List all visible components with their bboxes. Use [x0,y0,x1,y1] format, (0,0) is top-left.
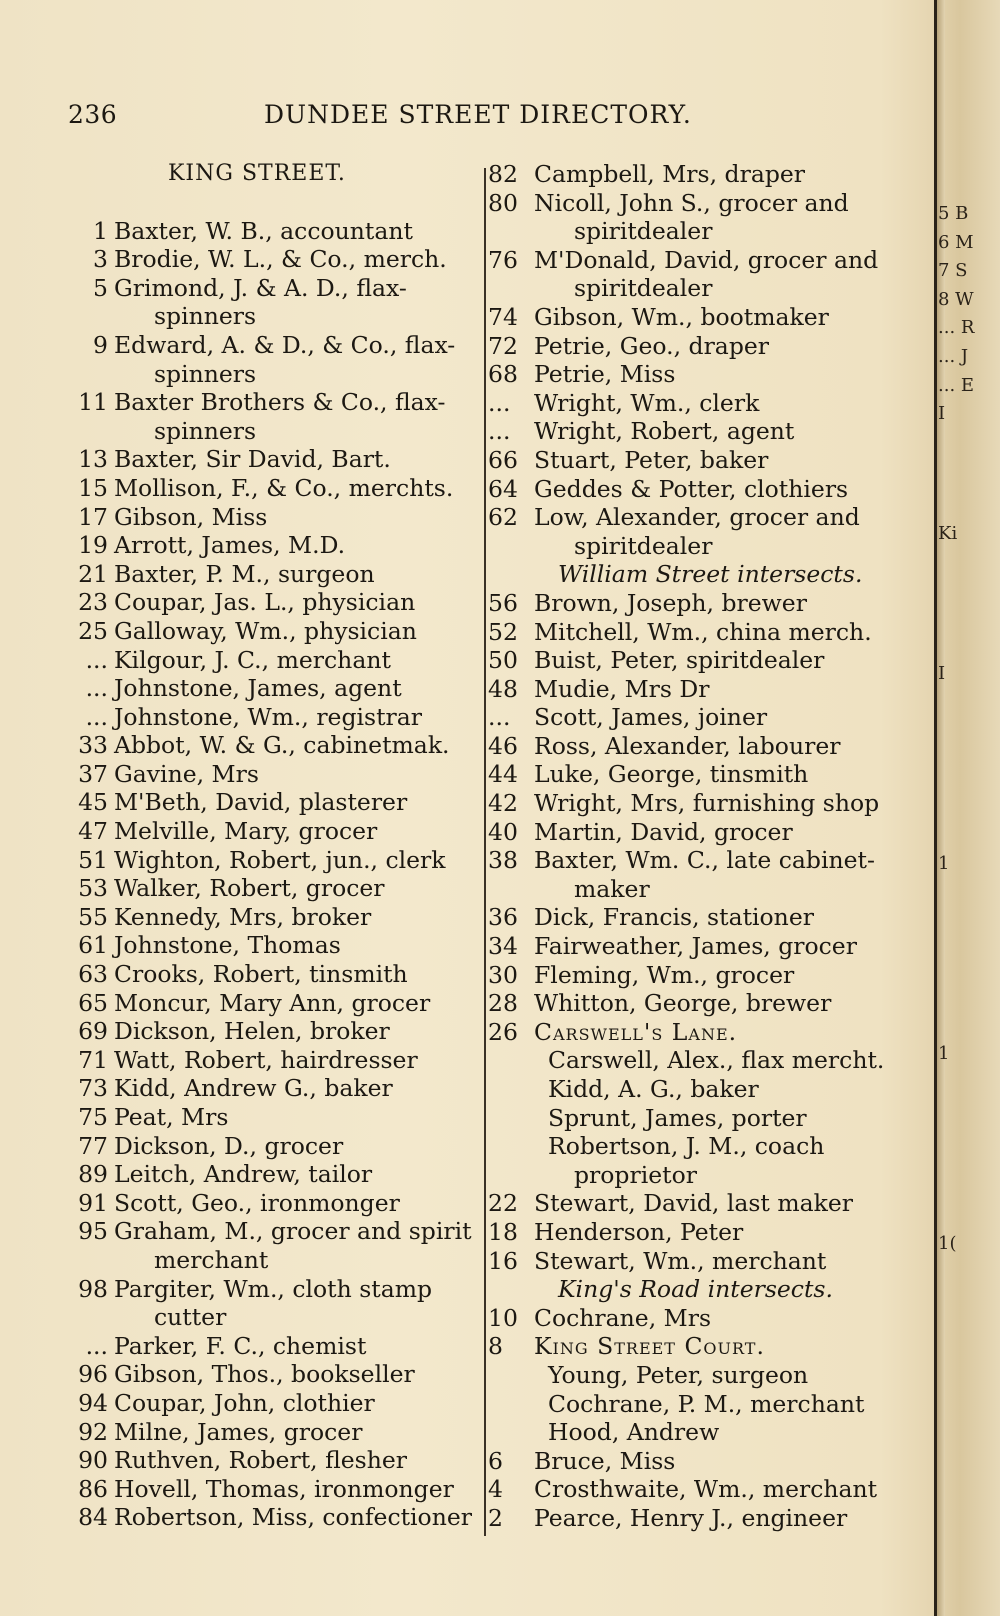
directory-entry [488,675,908,704]
resident-text: Baxter, Sir David, Bart. [114,445,391,474]
directory-entry [66,1074,483,1103]
margin-fragment: I [938,663,946,685]
resident-text: Wighton, Robert, jun., clerk [114,845,446,874]
directory-entry [66,560,483,589]
directory-entry [66,846,483,875]
resident-text: Campbell, Mrs, draper [534,160,806,188]
margin-fragment: 6 M [938,231,974,253]
resident-text-continued: proprietor [574,1160,697,1189]
resident-text: Robertson, J. M., coach [548,1132,825,1161]
house-number: 65 [78,988,108,1017]
directory-entry [66,703,483,732]
directory-entry [488,1447,908,1476]
directory-entry [66,1132,483,1161]
house-number: 63 [78,960,108,989]
directory-entry [488,703,908,732]
directory-entry [66,331,483,388]
house-number: 69 [78,1017,108,1046]
resident-text: Whitton, George, brewer [534,989,832,1018]
directory-entry [66,531,483,560]
directory-entry [488,818,908,847]
house-number: 13 [78,445,108,474]
house-number: 53 [78,874,108,903]
house-number: 5 [93,273,108,302]
house-number: 75 [78,1103,108,1131]
sub-resident-entry [488,1132,908,1189]
court-residents [488,1361,908,1447]
house-number: 71 [78,1045,108,1074]
resident-text: Johnstone, Thomas [114,931,341,960]
house-number: 55 [78,902,108,931]
resident-text: Gavine, Mrs [114,759,259,788]
sub-resident-entry [488,1075,908,1104]
margin-fragment: 8 W [938,288,974,310]
resident-text: Stuart, Peter, baker [534,445,769,474]
margin-fragment: I [938,403,946,425]
house-number: 80 [488,188,518,217]
resident-text: Henderson, Peter [534,1217,744,1246]
house-number: 47 [78,817,108,846]
directory-entry [66,445,483,474]
resident-text: Fleming, Wm., grocer [534,960,795,989]
margin-fragment: 1 [938,853,950,875]
house-number: 90 [78,1446,108,1475]
sub-resident-entry [488,1390,908,1419]
resident-text: Ruthven, Robert, flesher [114,1446,407,1475]
directory-entry [488,961,908,990]
resident-text: Petrie, Miss [534,360,676,389]
directory-entry [66,588,483,617]
directory-entry [488,1189,908,1218]
house-number: 4 [488,1475,503,1504]
resident-text: Milne, James, grocer [114,1417,363,1446]
directory-entry [488,503,908,560]
resident-text: Mitchell, Wm., china merch. [534,617,872,646]
house-number: 15 [78,473,108,502]
intersection-note: King's Road intersects. [558,1275,833,1304]
house-number: 66 [488,445,518,474]
house-number: 68 [488,360,518,389]
house-number: 73 [78,1074,108,1103]
directory-entry [488,332,908,361]
house-number: 98 [78,1274,108,1303]
directory-entry [66,1418,483,1447]
directory-entry [66,503,483,532]
page-header [68,100,708,134]
resident-text: Gibson, Wm., bootmaker [534,302,829,331]
resident-text: Grimond, J. & A. D., flax- [114,273,407,302]
directory-entry [66,731,483,760]
page-number: 236 [68,100,118,129]
house-number: 40 [488,817,518,846]
resident-text-continued: spiritdealer [574,217,713,246]
margin-fragment: 7 S [938,260,968,282]
resident-text: Dickson, D., grocer [114,1131,344,1160]
house-number: 50 [488,646,518,675]
house-number: ... [488,417,511,446]
house-number: 10 [488,1303,518,1332]
section-title: KING STREET. [168,161,346,186]
resident-text: Luke, George, tinsmith [534,760,809,789]
resident-text: Cochrane, Mrs [534,1303,712,1332]
resident-text: Kennedy, Mrs, broker [114,902,372,931]
resident-text: Edward, A. & D., & Co., flax- [114,330,456,359]
directory-entry [66,1046,483,1075]
house-number: 45 [78,788,108,817]
directory-entry [66,1275,483,1332]
house-number: 19 [78,531,108,560]
house-number: 42 [488,789,518,818]
house-number: 21 [78,559,108,588]
directory-entry [488,903,908,932]
directory-entry [488,189,908,246]
resident-text: Brodie, W. L., & Co., merch. [114,245,447,274]
house-number: 30 [488,960,518,989]
house-number: 76 [488,245,518,274]
house-number: 22 [488,1189,518,1218]
margin-fragment: Ki [938,523,958,545]
house-number: 8 [488,1332,503,1361]
directory-entry [488,303,908,332]
directory-entry [66,874,483,903]
resident-text: Abbot, W. & G., cabinetmak. [114,731,450,760]
resident-text: Watt, Robert, hairdresser [114,1045,418,1074]
house-number: 37 [78,759,108,788]
house-number: 1 [93,216,108,245]
directory-entry [66,788,483,817]
resident-text: Gibson, Miss [114,502,268,531]
house-number: 95 [78,1217,108,1246]
directory-entry [66,646,483,675]
directory-entry [488,417,908,446]
directory-entry [66,1475,483,1504]
resident-text-continued: spinners [154,359,257,388]
resident-text: Stewart, David, last maker [534,1189,853,1218]
resident-text: Pearce, Henry J., engineer [534,1503,848,1532]
house-number: 2 [488,1503,503,1532]
resident-text-continued: spinners [154,302,257,331]
resident-text: Petrie, Geo., draper [534,331,769,360]
resident-text: Cochrane, P. M., merchant [548,1389,865,1418]
directory-entry [488,360,908,389]
resident-text: Kidd, Andrew G., baker [114,1074,393,1103]
resident-text-continued: spiritdealer [574,274,713,303]
resident-text: Scott, James, joiner [534,703,768,732]
directory-entry [488,989,908,1018]
lane-entry [488,1018,908,1047]
house-number: 16 [488,1246,518,1275]
resident-text: Kilgour, J. C., merchant [114,645,391,674]
directory-entry [488,1475,908,1504]
house-number: 89 [78,1160,108,1189]
resident-text: Hood, Andrew [548,1418,720,1447]
right-entry-list-2 [488,589,908,1018]
margin-fragment: 1 [938,1043,950,1065]
house-number: 62 [488,503,518,532]
directory-entry [66,989,483,1018]
house-number: 26 [488,1017,518,1046]
resident-text: Galloway, Wm., physician [114,616,417,645]
right-entry-list-5 [488,1447,908,1533]
margin-fragment: ... E [938,374,975,396]
directory-entry [66,1446,483,1475]
house-number: ... [488,388,511,417]
directory-entry [66,617,483,646]
directory-entry [66,960,483,989]
house-number: 3 [93,245,108,274]
directory-entry [488,1504,908,1533]
resident-text: Robertson, Miss, confectioner [114,1503,472,1532]
resident-text: Geddes & Potter, clothiers [534,474,849,503]
directory-entry [488,760,908,789]
resident-text: Baxter Brothers & Co., flax- [114,388,446,417]
directory-entry [488,160,908,189]
directory-entry [488,732,908,761]
house-number: 74 [488,302,518,331]
left-column [66,160,483,1532]
resident-text: Wright, Wm., clerk [534,388,760,417]
resident-text-continued: spinners [154,416,257,445]
house-number: 96 [78,1360,108,1389]
directory-entry [488,446,908,475]
right-column [488,160,908,1533]
right-entry-list-1 [488,160,908,560]
resident-text: Dick, Francis, stationer [534,903,814,932]
directory-entry [66,1217,483,1274]
house-number: 38 [488,846,518,875]
resident-text: Peat, Mrs [114,1103,229,1131]
resident-text-continued: merchant [154,1245,269,1274]
resident-text: Melville, Mary, grocer [114,817,378,846]
margin-fragment: ... R [938,317,975,339]
directory-entry [66,903,483,932]
house-number: 94 [78,1388,108,1417]
sub-resident-entry [488,1104,908,1133]
resident-text: Dickson, Helen, broker [114,1017,390,1046]
house-number: 82 [488,160,518,188]
resident-text: Crooks, Robert, tinsmith [114,960,408,989]
house-number: 17 [78,502,108,531]
resident-text: Graham, M., grocer and spirit [114,1217,472,1246]
resident-text: Parker, F. C., chemist [114,1331,367,1360]
resident-text: Arrott, James, M.D. [114,531,346,560]
house-number: 72 [488,331,518,360]
directory-entry [66,217,483,246]
resident-text: Martin, David, grocer [534,817,793,846]
lane-residents [488,1046,908,1189]
resident-text: Crosthwaite, Wm., merchant [534,1475,878,1504]
house-number: ... [85,645,108,674]
court-entry [488,1332,908,1361]
resident-text: Baxter, P. M., surgeon [114,559,375,588]
house-number: 92 [78,1417,108,1446]
resident-text: Johnstone, James, agent [114,674,402,703]
directory-entry [66,760,483,789]
resident-text: Walker, Robert, grocer [114,874,385,903]
resident-text-continued: maker [574,874,650,903]
house-number: 6 [488,1446,503,1475]
house-number: 48 [488,674,518,703]
directory-entry [66,1503,483,1532]
resident-text-continued: spiritdealer [574,531,713,560]
resident-text: Stewart, Wm., merchant [534,1246,827,1275]
resident-text: Fairweather, James, grocer [534,932,857,961]
house-number: 9 [93,330,108,359]
adjacent-page-fragments [938,200,978,1420]
directory-entry [66,1360,483,1389]
resident-text: Kidd, A. G., baker [548,1075,759,1103]
house-number: 51 [78,845,108,874]
directory-entry [66,674,483,703]
resident-text: Johnstone, Wm., registrar [114,702,423,731]
house-number: 86 [78,1474,108,1503]
house-number: 11 [78,388,108,417]
sub-resident-entry [488,1046,908,1075]
house-number: ... [85,1331,108,1360]
house-number: ... [488,703,511,732]
resident-text: Ross, Alexander, labourer [534,731,841,760]
directory-entry [66,931,483,960]
house-number: 64 [488,474,518,503]
directory-entry [66,274,483,331]
resident-text: Leitch, Andrew, tailor [114,1160,373,1189]
house-number: 46 [488,731,518,760]
house-number: 77 [78,1131,108,1160]
sub-resident-entry [488,1418,908,1447]
house-number: 28 [488,989,518,1018]
house-number: 34 [488,932,518,961]
directory-entry [66,1017,483,1046]
directory-entry [488,1218,908,1247]
house-number: 52 [488,617,518,646]
house-number: ... [85,702,108,731]
resident-text-continued: cutter [154,1303,227,1332]
directory-entry [66,474,483,503]
house-number: 84 [78,1503,108,1532]
resident-text: Baxter, Wm. C., late cabinet- [534,846,875,875]
running-title: DUNDEE STREET DIRECTORY. [264,100,692,129]
directory-entry [66,817,483,846]
right-entry-list-4 [488,1304,908,1333]
directory-entry [488,246,908,303]
house-number: ... [85,674,108,703]
directory-entry [66,1160,483,1189]
directory-entry [66,1389,483,1418]
resident-text: Buist, Peter, spiritdealer [534,646,825,675]
resident-text: Mudie, Mrs Dr [534,674,710,703]
column-divider [484,168,486,1536]
resident-text: Moncur, Mary Ann, grocer [114,988,431,1017]
resident-text: Wright, Mrs, furnishing shop [534,789,880,818]
house-number: 23 [78,588,108,617]
resident-text: Bruce, Miss [534,1446,676,1475]
directory-entry [488,589,908,618]
resident-text: Pargiter, Wm., cloth stamp [114,1274,433,1303]
directory-entry [488,646,908,675]
resident-text: Young, Peter, surgeon [548,1360,809,1389]
house-number: 25 [78,616,108,645]
resident-text: M'Donald, David, grocer and [534,245,879,274]
directory-entry [488,618,908,647]
directory-entry [488,389,908,418]
intersection-note: William Street intersects. [558,560,863,589]
resident-text: Sprunt, James, porter [548,1103,807,1132]
margin-fragment: 5 B [938,203,969,224]
house-number: 56 [488,588,518,617]
resident-text: Coupar, John, clothier [114,1388,375,1417]
directory-entry [66,1332,483,1361]
directory-entry [66,388,483,445]
resident-text: Low, Alexander, grocer and [534,503,860,532]
directory-entry [488,789,908,818]
resident-text: Carswell, Alex., flax mercht. [548,1046,885,1075]
house-number: 18 [488,1217,518,1246]
left-entry-list [66,217,483,1532]
directory-entry [66,1189,483,1218]
margin-fragment: 1( [938,1233,957,1255]
house-number: 36 [488,903,518,932]
resident-text: Gibson, Thos., bookseller [114,1360,415,1389]
house-number: 61 [78,931,108,960]
directory-entry [488,932,908,961]
sub-resident-entry [488,1361,908,1390]
resident-text: Baxter, W. B., accountant [114,216,413,245]
directory-entry [488,846,908,903]
resident-text: Mollison, F., & Co., merchts. [114,473,454,502]
house-number: 44 [488,760,518,789]
directory-entry [488,1304,908,1333]
resident-text: Coupar, Jas. L., physician [114,588,416,617]
directory-entry [66,1103,483,1132]
resident-text: Scott, Geo., ironmonger [114,1188,400,1217]
directory-entry [66,245,483,274]
lane-heading: Carswell's Lane. [534,1017,738,1046]
resident-text: Brown, Joseph, brewer [534,588,807,617]
house-number: 33 [78,731,108,760]
directory-entry [488,1247,908,1276]
resident-text: Wright, Robert, agent [534,417,795,446]
resident-text: Hovell, Thomas, ironmonger [114,1474,454,1503]
resident-text: M'Beth, David, plasterer [114,788,408,817]
court-heading: King Street Court. [534,1332,765,1361]
resident-text: Nicoll, John S., grocer and [534,188,849,217]
directory-entry [488,475,908,504]
right-entry-list-3 [488,1189,908,1275]
margin-fragment: ... J [938,345,969,367]
house-number: 91 [78,1188,108,1217]
